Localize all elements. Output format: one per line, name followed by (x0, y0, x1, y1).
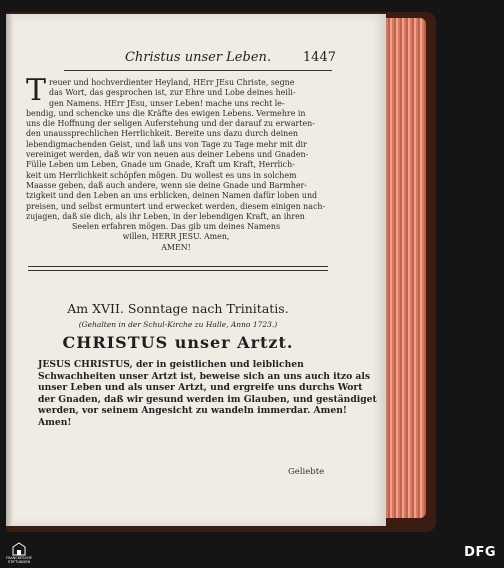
prayer-line: keit um Herrlichkeit schöpfen mögen. Du wollest es uns in solchem (26, 170, 297, 180)
prayer-line: zujagen, daß sie dich, als ihr Leben, in der lebendigen Kraft, an ihren (26, 211, 305, 221)
prayer-line: das Wort, das gesprochen ist, zur Ehre und Lobe deines heili- (49, 88, 296, 98)
book-page (6, 14, 386, 526)
institution-logo (4, 542, 34, 566)
sermon-line: Amen! (38, 416, 72, 428)
prayer-line: tzigkeit und den Leben an uns erblicken, deinen Namen dafür loben und (26, 191, 318, 201)
sermon-line: der Gnaden, daß wir gesund werden im Glauben, und geständiget (38, 393, 377, 405)
sermon-line: Schwachheiten unser Artzt ist, beweise sich an uns auch itzo als (38, 370, 371, 382)
prayer-line: reuer und hochverdienter Heyland, HErr JEsu Christe, segne (49, 78, 295, 87)
prayer-line: gen Namens. HErr JEsu, unser Leben! mache uns recht le- (49, 98, 285, 108)
page-edges (382, 18, 426, 518)
sermon-subtitle: (Gehalten in der Schul-Kirche zu Halle, Anno 1723.) (78, 320, 278, 329)
sermon-line: werden, vor seinem Angesicht zu wandeln immerdar. Amen! (38, 405, 347, 417)
prayer-line: lebendigmachenden Geist, und laß uns von Tage zu Tage mehr mit dir (26, 139, 307, 149)
logo-text: FRANCKESCHE STIFTUNGEN (6, 556, 32, 564)
prayer-line: bendig, und schencke uns die Kräfte des ewigen Lebens. Vermehre in (26, 108, 306, 118)
dfg-logo: DFG (464, 545, 496, 560)
section-divider (28, 270, 328, 271)
drop-initial: T (26, 73, 47, 108)
running-title: Christus unser Leben. (124, 50, 272, 65)
page-number: 1447 (302, 50, 336, 65)
prayer-line: preisen, und selbst ermuntert und erwecket werden, diesem einigen nach- (26, 201, 326, 211)
prayer-line: Maasse geben, daß auch andere, wenn sie deine Gnade und Barmher- (26, 180, 307, 190)
prayer-closing: willen, HERR JESU. Amen, (122, 232, 230, 242)
sermon-line: JESUS CHRISTUS, der in geistlichen und leiblichen (38, 359, 304, 370)
sermon-heading: CHRISTUS unser Artzt. (62, 333, 294, 352)
prayer-amen: AMEN! (161, 242, 191, 252)
section-divider (28, 266, 328, 267)
prayer-line: vereiniget werden, daß wir von neuen aus deiner Lebens und Gnaden- (26, 150, 309, 160)
catchword: Geliebte (288, 467, 325, 477)
page-header (64, 50, 336, 71)
prayer-line: Seelen erfahren mögen. Das gib um deines Namens (72, 222, 280, 232)
logo-emblem-icon (12, 542, 26, 556)
prayer-text (26, 73, 326, 253)
prayer-line: Fülle Leben um Leben, Gnade um Gnade, Kraft um Kraft, Herrlich- (26, 160, 295, 170)
prayer-line: den unaussprechlichen Herrlichkeit. Bereite uns dazu durch deinen (26, 129, 298, 139)
prayer-line: uns die Hoffnung der seligen Auferstehung und der darauf zu erwarten- (26, 119, 315, 129)
sermon-line: unser Leben und als unser Artzt, und ergreife uns durchs Wort (38, 382, 363, 394)
page-gutter (6, 14, 14, 526)
sermon-opening (38, 359, 377, 429)
sermon-title: Am XVII. Sonntage nach Trinitatis. (67, 301, 289, 316)
